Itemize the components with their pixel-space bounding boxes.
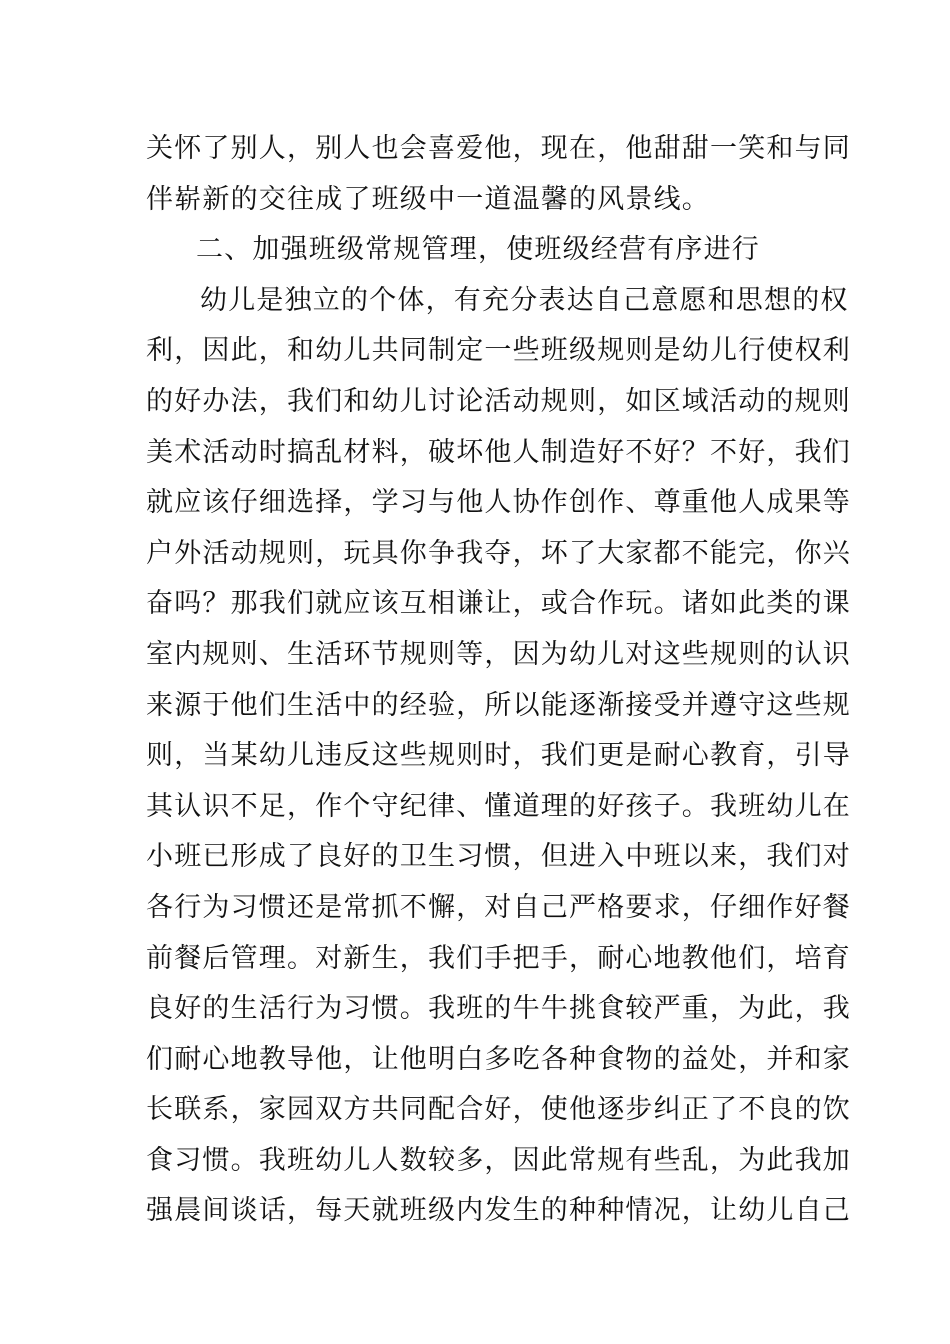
- paragraph-line: 长联系，家园双方共同配合好，使他逐步纠正了不良的饮: [146, 1094, 851, 1126]
- text-line: 关怀了别人，别人也会喜爱他，现在，他甜甜一笑和与同: [146, 133, 851, 164]
- paragraph-line: 美术活动时搞乱材料，破坏他人制造好不好？不好，我们: [146, 436, 851, 468]
- paragraph-line: 们耐心地教导他，让他明白多吃各种食物的益处，并和家: [146, 1043, 851, 1075]
- section-heading: 二、加强班级常规管理，使班级经营有序进行: [196, 234, 760, 266]
- paragraph-line: 的好办法，我们和幼儿讨论活动规则，如区域活动的规则: [146, 385, 851, 417]
- paragraph-line: 来源于他们生活中的经验，所以能逐渐接受并遵守这些规: [146, 689, 851, 721]
- paragraph-line: 就应该仔细选择，学习与他人协作创作、尊重他人成果等: [146, 487, 851, 519]
- paragraph-line: 利，因此，和幼儿共同制定一些班级规则是幼儿行使权利: [146, 335, 851, 367]
- paragraph-line: 小班已形成了良好的卫生习惯，但进入中班以来，我们对: [146, 841, 851, 873]
- paragraph-line: 良好的生活行为习惯。我班的牛牛挑食较严重，为此，我: [146, 993, 851, 1025]
- text-line: 伴崭新的交往成了班级中一道温馨的风景线。: [146, 183, 710, 215]
- paragraph-line: 食习惯。我班幼儿人数较多，因此常规有些乱，为此我加: [146, 1144, 851, 1176]
- paragraph-line: 各行为习惯还是常抓不懈，对自己严格要求，仔细作好餐: [146, 891, 851, 923]
- document-body: [146, 124, 851, 1237]
- paragraph-line: 则，当某幼儿违反这些规则时，我们更是耐心教育，引导: [146, 740, 851, 772]
- paragraph-first-line: 幼儿是独立的个体，有充分表达自己意愿和思想的权: [200, 284, 849, 316]
- paragraph-line: 前餐后管理。对新生，我们手把手，耐心地教他们，培育: [146, 942, 851, 974]
- paragraph-line: 其认识不足，作个守纪律、懂道理的好孩子。我班幼儿在: [146, 790, 851, 822]
- paragraph-line: 室内规则、生活环节规则等，因为幼儿对这些规则的认识: [146, 638, 851, 670]
- paragraph-line: 户外活动规则，玩具你争我夺，坏了大家都不能完，你兴: [146, 537, 851, 569]
- paragraph-line: 强晨间谈话，每天就班级内发生的种种情况，让幼儿自己: [146, 1195, 851, 1227]
- paragraph-line: 奋吗？那我们就应该互相谦让，或合作玩。诸如此类的课: [146, 588, 851, 620]
